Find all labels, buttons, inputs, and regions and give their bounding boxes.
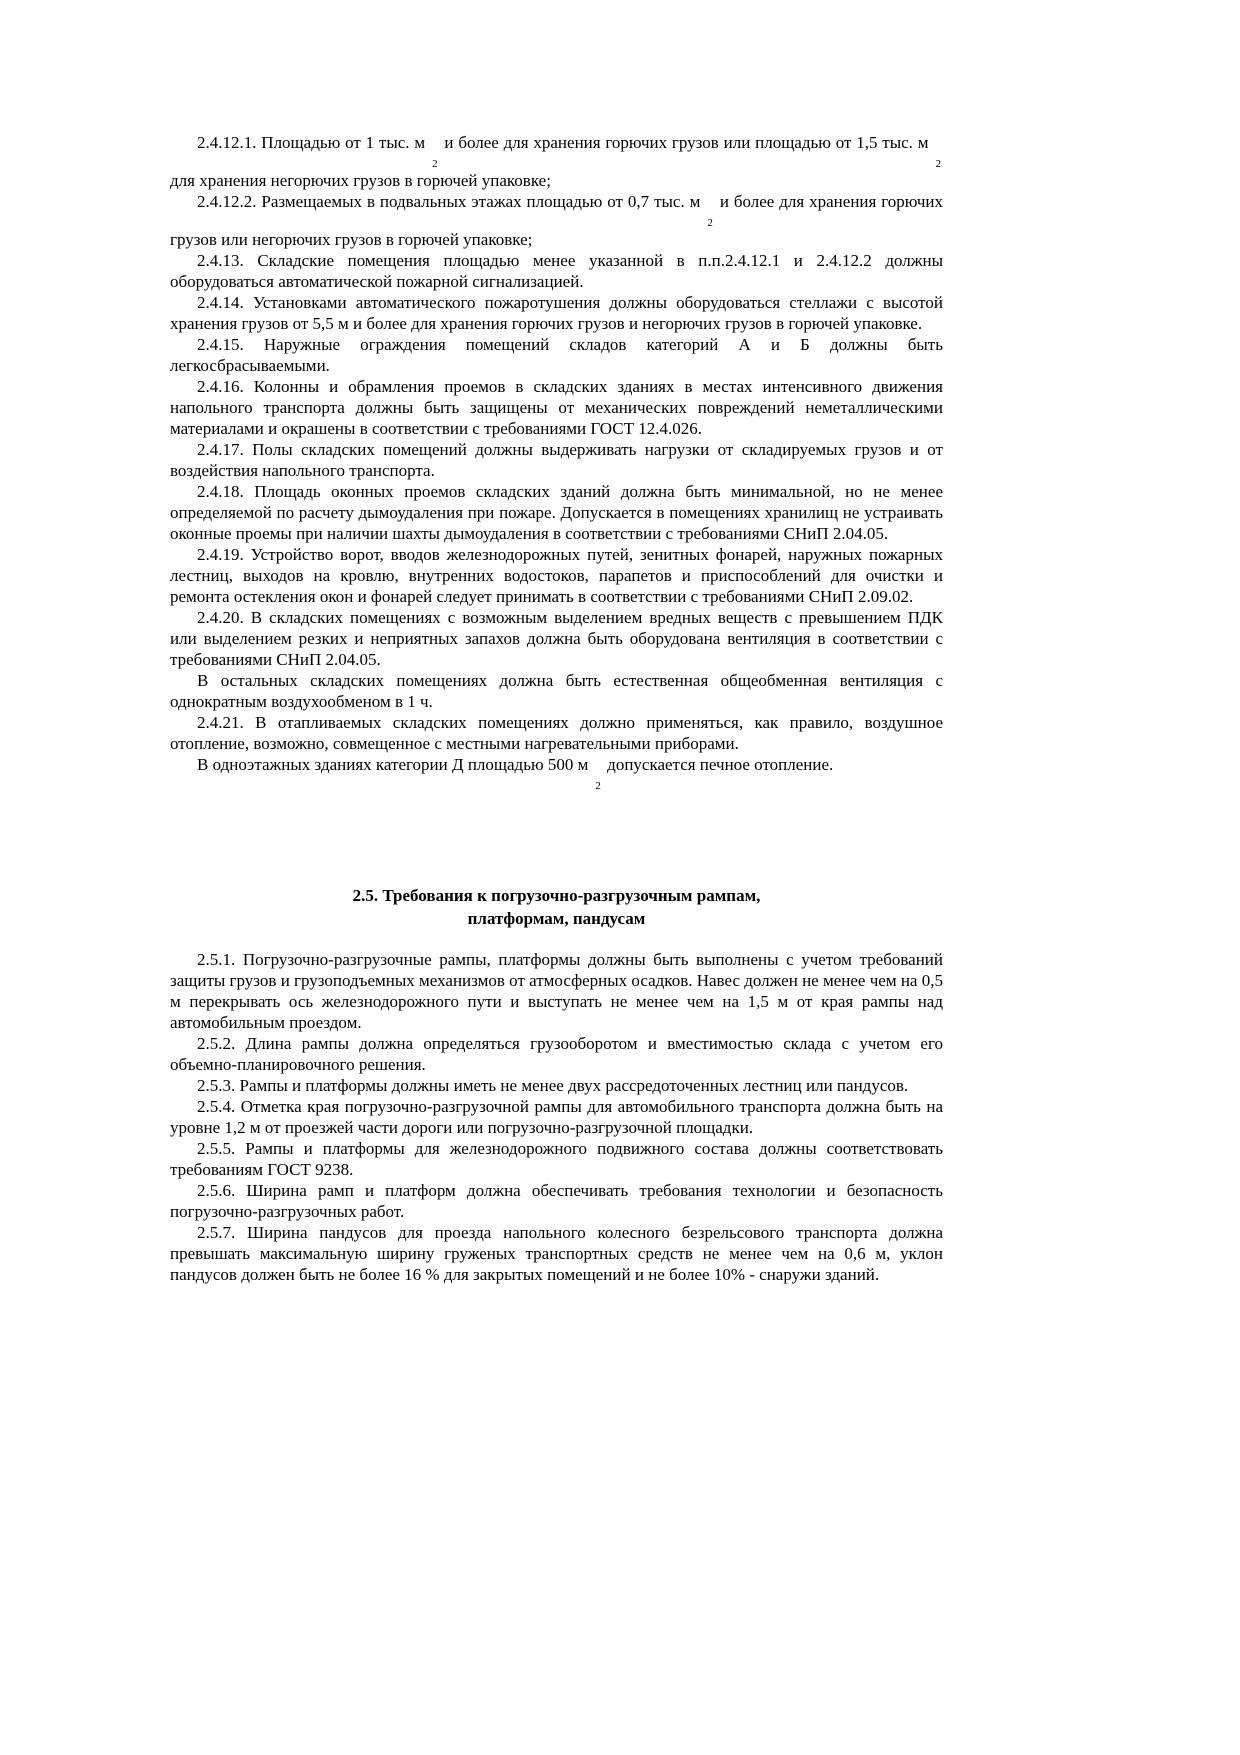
text-segment: и более для хранения горючих грузов или площадью от 1,5 тыс. м [439, 133, 929, 152]
paragraph-2-4-17: 2.4.17. Полы складских помещений должны выдерживать нагрузки от складируемых грузов и от воздействия напольного транспорта. [170, 440, 943, 480]
paragraph-2-4-12-2 [170, 191, 943, 250]
paragraph-2-4-14: 2.4.14. Установками автоматического пожаротушения должны оборудоваться стеллажи с высотой хранения грузов от 5,5 м и более для хранения горючих грузов и негорючих грузов в горючей упаковке. [170, 293, 943, 333]
text-segment: В одноэтажных зданиях категории Д площадью 500 м [197, 755, 589, 774]
text-segment: 2.4.12.1. Площадью от 1 тыс. м [197, 133, 426, 152]
paragraph-2-4-16: 2.4.16. Колонны и обрамления проемов в складских зданиях в местах интенсивного движения напольного транспорта должны быть защищены от механических повреждений неметаллическими материалами и окрашены в соответствии с требованиями ГОСТ 12.4.026. [170, 377, 943, 438]
text-segment: для хранения негорючих грузов в горючей упаковке; [170, 171, 551, 190]
paragraph-2-5-1: 2.5.1. Погрузочно-разгрузочные рампы, платформы должны быть выполнены с учетом требований защиты грузов и грузоподъемных механизмов от атмосферных осадков. Навес должен не менее чем на 0,5 м перекрывать ось железнодорожного пути и выступать не менее чем на 1,5 м от края рампы над автомобильным проездом. [170, 950, 943, 1032]
heading-line-2: платформам, пандусам [467, 909, 646, 928]
paragraph-2-5-7: 2.5.7. Ширина пандусов для проезда напольного колесного безрельсового транспорта должна превышать максимальную ширину груженых транспортных средств не менее чем на 0,6 м, уклон пандусов должен быть не более 16 % для закрытых помещений и не более 10% - снаружи зданий. [170, 1223, 943, 1284]
paragraph-2-5-3: 2.5.3. Рампы и платформы должны иметь не менее двух рассредоточенных лестниц или пандусов. [197, 1076, 909, 1095]
text-segment: допускается печное отопление. [602, 755, 834, 774]
heading-line-1: 2.5. Требования к погрузочно-разгрузочным рампам, [352, 886, 761, 905]
paragraph-2-4-15: 2.4.15. Наружные ограждения помещений складов категорий А и Б должны быть легкосбрасываемыми. [170, 335, 943, 375]
paragraph-2-4-18: 2.4.18. Площадь оконных проемов складских зданий должна быть минимальной, но не менее определяемой по расчету дымоудаления при пожаре. Допускается в помещениях хранилищ не устраивать оконные проемы при наличии шахты дымоудаления в соответствии с требованиями СНиП 2.04.05. [170, 482, 943, 543]
paragraph-2-4-21: 2.4.21. В отапливаемых складских помещениях должно применяться, как правило, воздушное отопление, возможно, совмещенное с местными нагревательными приборами. [170, 713, 943, 753]
paragraph-2-5-5: 2.5.5. Рампы и платформы для железнодорожного подвижного состава должны соответствовать требованиям ГОСТ 9238. [170, 1139, 943, 1179]
paragraph-2-4-19: 2.4.19. Устройство ворот, вводов железнодорожных путей, зенитных фонарей, наружных пожарных лестниц, выходов на кровлю, внутренних водостоков, парапетов и приспособлений для очистки и ремонта остекления окон и фонарей следует принимать в соответствии с требованиями СНиП 2.09.02. [170, 545, 943, 606]
paragraph-2-5-6: 2.5.6. Ширина рамп и платформ должна обеспечивать требования технологии и безопасность погрузочно-разгрузочных работ. [170, 1181, 943, 1221]
paragraph-2-4-13: 2.4.13. Складские помещения площадью менее указанной в п.п.2.4.12.1 и 2.4.12.2 должны оборудоваться автоматической пожарной сигнализацией. [170, 251, 943, 291]
paragraph-2-5-4: 2.5.4. Отметка края погрузочно-разгрузочной рампы для автомобильного транспорта должна быть на уровне 1,2 м от проезжей части дороги или погрузочно-разгрузочной площадки. [170, 1097, 943, 1137]
superscript-2: 2 [432, 158, 438, 170]
paragraph-2-5-2: 2.5.2. Длина рампы должна определяться грузооборотом и вместимостью склада с учетом его объемно-планировочного решения. [170, 1034, 943, 1074]
paragraph-2-4-12-1 [170, 132, 943, 191]
superscript-2: 2 [935, 158, 941, 170]
section-2-5-heading [170, 884, 943, 930]
text-segment: и более для хранения горючих грузов или негорючих грузов в горючей упаковке; [170, 192, 944, 249]
superscript-2: 2 [707, 217, 713, 229]
paragraph-2-4-20: 2.4.20. В складских помещениях с возможным выделением вредных веществ с превышением ПДК или выделением резких и неприятных запахов должна быть оборудована вентиляция в соответствии с требованиями СНиП 2.04.05. [170, 608, 943, 669]
text-segment: 2.4.12.2. Размещаемых в подвальных этажах площадью от 0,7 тыс. м [197, 192, 701, 211]
paragraph-2-4-20-continued: В остальных складских помещениях должна быть естественная общеобменная вентиляция с однократным воздухообменом в 1 ч. [170, 671, 943, 711]
superscript-2: 2 [595, 780, 601, 792]
paragraph-2-4-21-continued [170, 754, 943, 792]
